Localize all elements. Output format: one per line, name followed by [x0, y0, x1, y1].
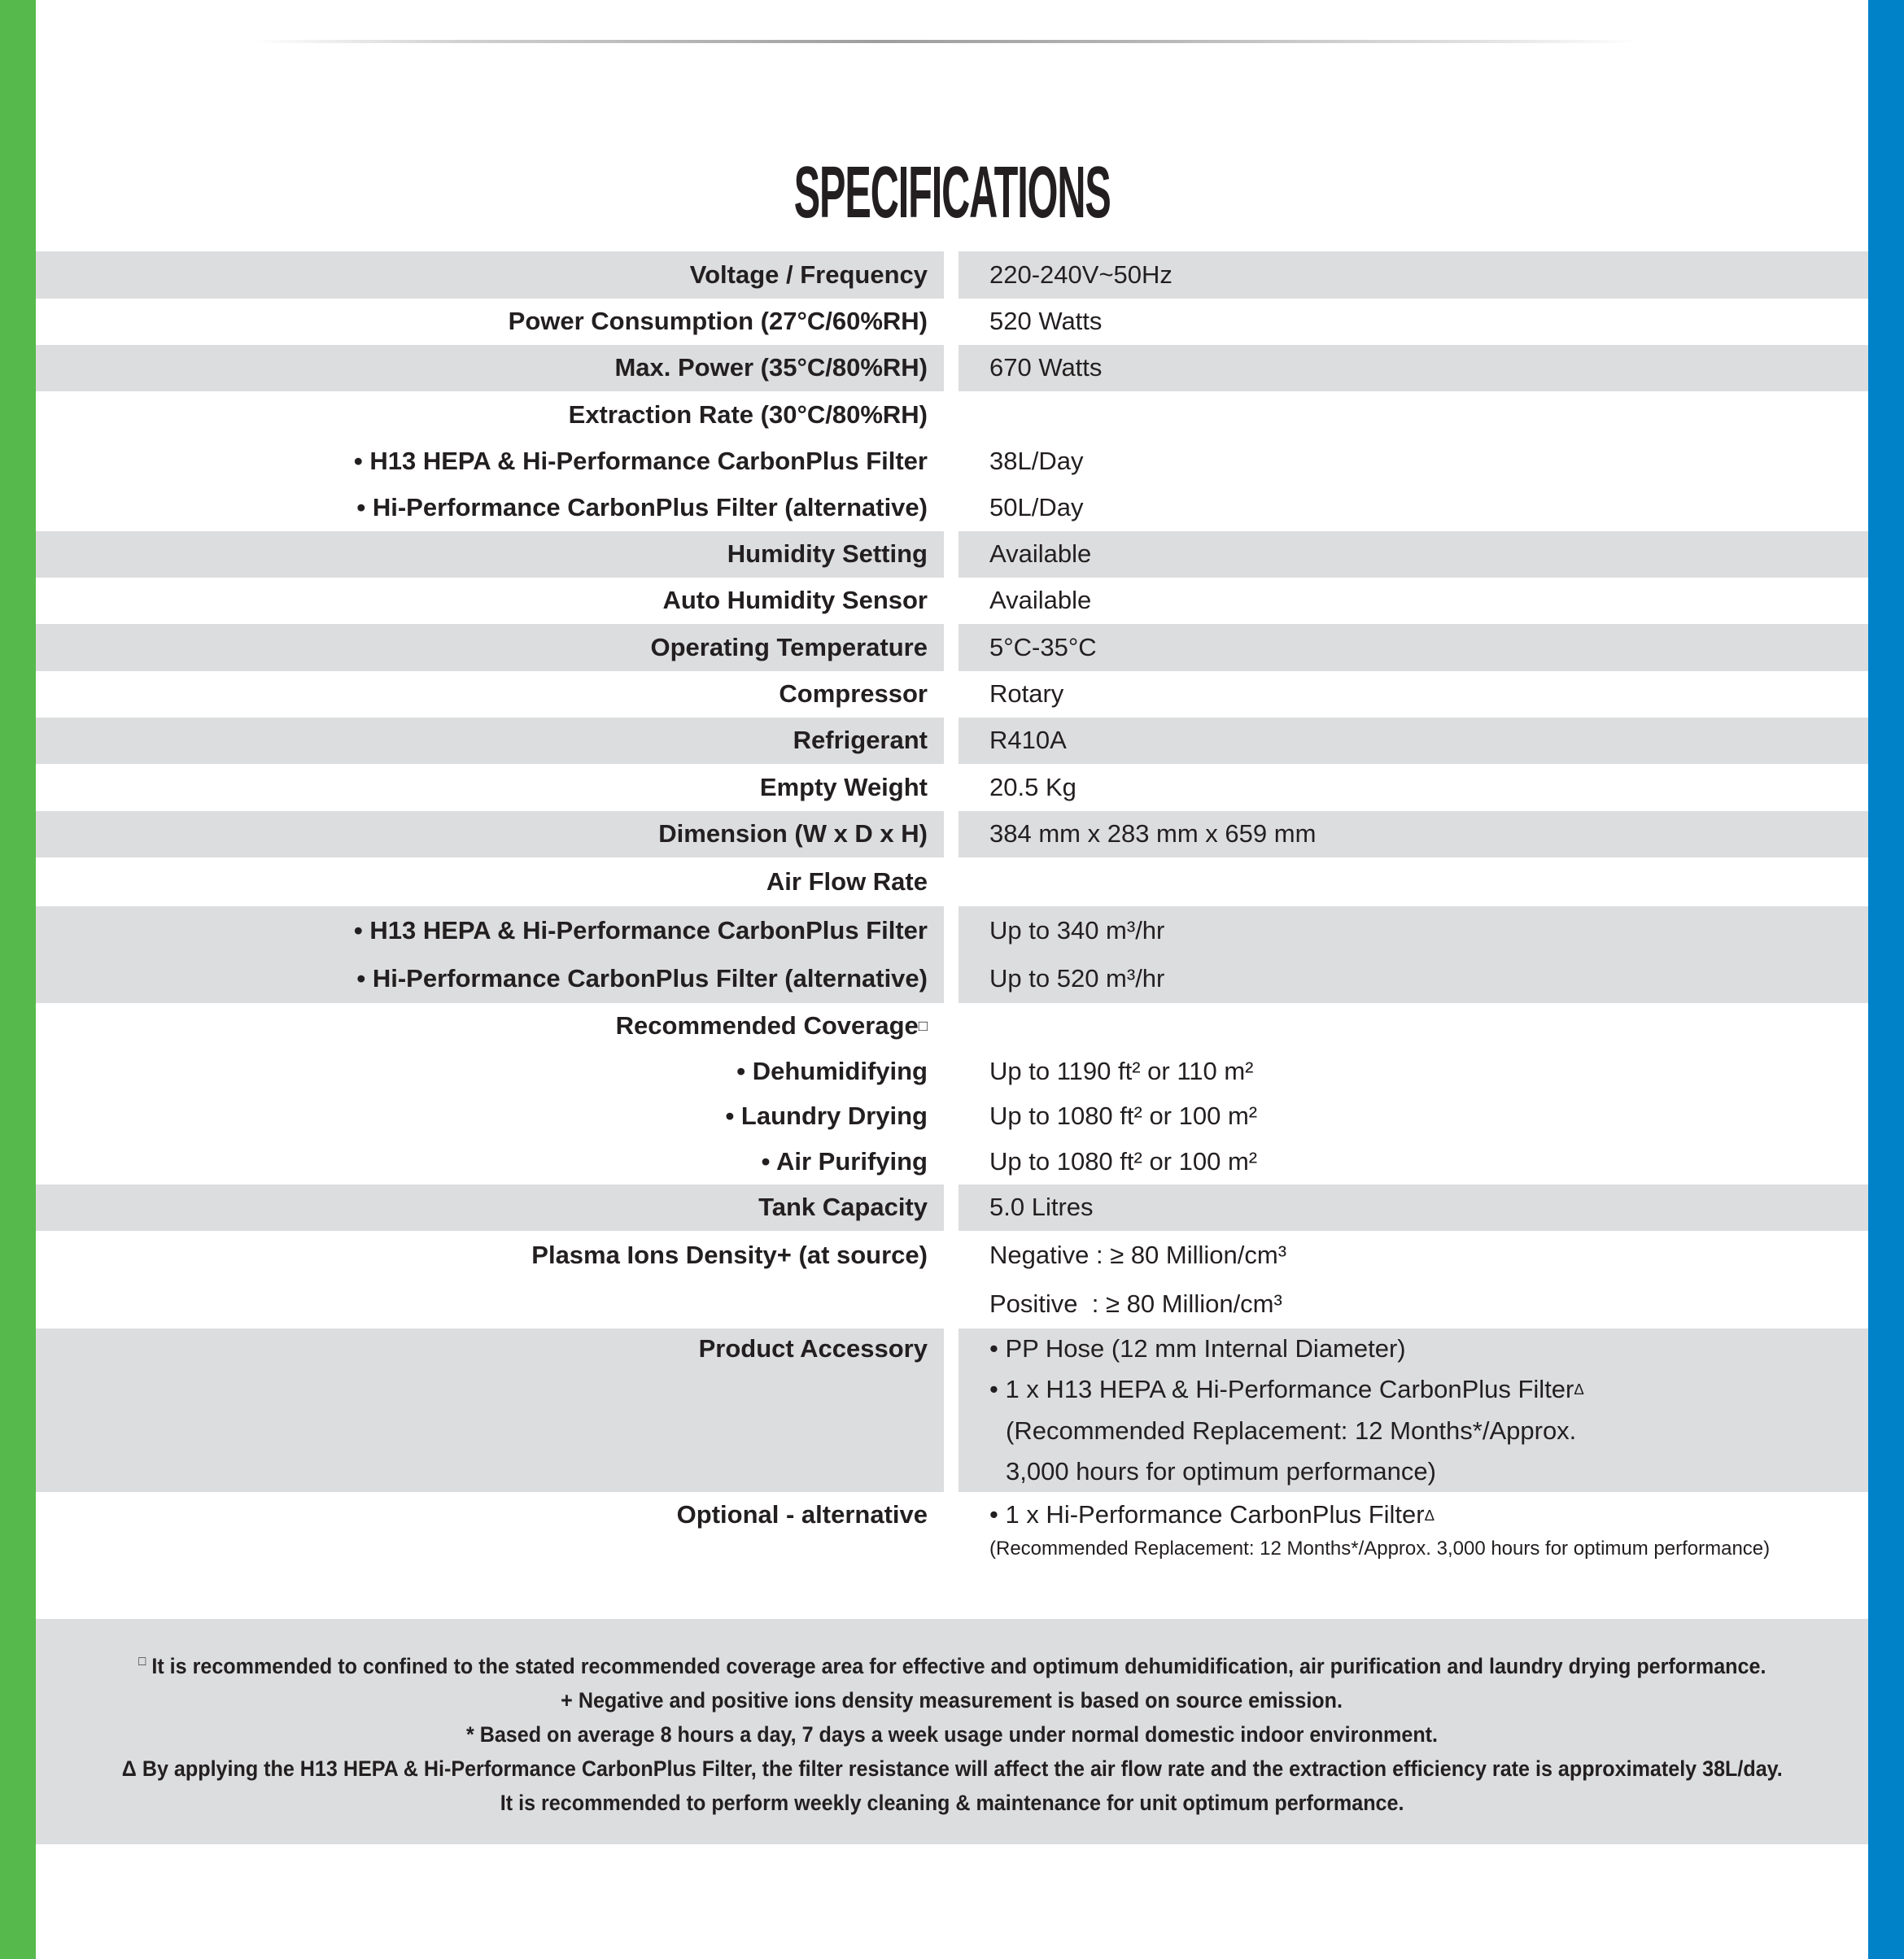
footnote-marker: + [561, 1687, 574, 1712]
spec-label: • Air Purifying [761, 1147, 928, 1176]
footnote-text: By applying the H13 HEPA & Hi-Performance CarbonPlus Filter, the filter resistance will affect the air flow rate and the extraction efficiency rate is approximately 38L/day. [142, 1756, 1783, 1781]
spec-value: 384 mm x 283 mm x 659 mm [989, 819, 1317, 849]
column-gap [944, 391, 959, 531]
footnote-text: Negative and positive ions density measurement is based on source emission. [579, 1687, 1343, 1712]
spec-label: Tank Capacity [758, 1193, 928, 1222]
specifications-table [36, 251, 1868, 1603]
spec-label [36, 1280, 944, 1329]
spec-label-cell [36, 857, 944, 906]
column-gap [944, 251, 959, 299]
spec-value: 5.0 Litres [989, 1193, 1094, 1222]
right-accent-bar [1868, 0, 1904, 1959]
spec-value: 20.5 Kg [989, 772, 1076, 801]
spec-value: 520 Watts [989, 307, 1103, 336]
spec-value-cell [959, 1231, 1868, 1329]
spec-label [36, 1411, 944, 1451]
column-gap [944, 1231, 959, 1329]
spec-row [36, 1003, 1868, 1185]
footnote-line [36, 1644, 1868, 1683]
spec-row [36, 624, 1868, 671]
spec-row [36, 764, 1868, 811]
spec-value-cell [959, 299, 1868, 345]
spec-label-cell [36, 1329, 944, 1492]
column-gap [944, 1329, 959, 1492]
spec-value: 670 Watts [989, 353, 1103, 382]
spec-label: • Hi-Performance CarbonPlus Filter (alternative) [356, 493, 928, 522]
column-gap [944, 1185, 959, 1231]
spec-value-cell [959, 906, 1868, 1003]
spec-value [959, 1003, 1868, 1049]
spec-value-cell [959, 718, 1868, 764]
spec-label: Refrigerant [793, 726, 928, 755]
spec-value-cell [959, 1329, 1868, 1492]
footnote-line [36, 1786, 1868, 1820]
spec-label: • H13 HEPA & Hi-Performance CarbonPlus Filter [353, 446, 928, 475]
spec-value: R410A [989, 726, 1067, 755]
spec-row [36, 671, 1868, 718]
page-title [36, 152, 1868, 233]
spec-value: Up to 520 m³/hr [989, 964, 1165, 993]
column-gap [944, 857, 959, 906]
spec-row [36, 578, 1868, 624]
spec-label-cell [36, 299, 944, 345]
spec-value: Up to 1080 ft² or 100 m² [989, 1147, 1258, 1176]
footnote-text: It is recommended to confined to the stated recommended coverage area for effective and optimum dehumidification, air purification and laundry drying performance. [151, 1653, 1766, 1678]
spec-label-cell [36, 578, 944, 624]
spec-label-cell [36, 531, 944, 578]
page-title-text: SPECIFICATIONS [793, 152, 1111, 233]
footnote-text-wrap [500, 1786, 1404, 1820]
column-gap [944, 299, 959, 345]
spec-row [36, 1231, 1868, 1329]
spec-value-cell [959, 811, 1868, 857]
spec-label: Air Flow Rate [766, 866, 928, 896]
spec-row [36, 391, 1868, 531]
spec-label-cell [36, 1492, 944, 1603]
footnote-marker: * [465, 1721, 474, 1747]
spec-value-cell [959, 671, 1868, 718]
spec-label-cell [36, 391, 944, 531]
spec-row [36, 531, 1868, 578]
spec-label-cell [36, 1185, 944, 1231]
column-gap [944, 624, 959, 671]
spec-value: 38L/Day [989, 446, 1084, 475]
spec-row [36, 251, 1868, 299]
spec-label [36, 1538, 944, 1576]
column-gap [944, 578, 959, 624]
spec-label: Recommended Coverage □ [615, 1010, 928, 1040]
spec-value: 50L/Day [989, 493, 1084, 522]
spec-label: Dimension (W x D x H) [658, 819, 928, 849]
left-accent-bar [0, 0, 36, 1959]
spec-label-cell [36, 718, 944, 764]
column-gap [944, 671, 959, 718]
spec-value-cell [959, 531, 1868, 578]
spec-label: • H13 HEPA & Hi-Performance CarbonPlus Filter [353, 915, 928, 945]
spec-value: • PP Hose (12 mm Internal Diameter) [989, 1334, 1406, 1363]
column-gap [944, 531, 959, 578]
spec-value: Up to 340 m³/hr [989, 915, 1165, 945]
spec-label: Compressor [779, 679, 928, 709]
footnote-line [36, 1683, 1868, 1717]
spec-value: Rotary [989, 679, 1064, 709]
spec-label: Empty Weight [759, 772, 928, 801]
spec-row [36, 1329, 1868, 1492]
spec-label-cell [36, 345, 944, 391]
spec-row [36, 906, 1868, 1003]
footnote-marker: Δ [121, 1756, 137, 1781]
spec-label: • Dehumidifying [736, 1056, 928, 1085]
spec-label: Auto Humidity Sensor [662, 586, 928, 615]
spec-value-cell [959, 624, 1868, 671]
footnote-text-wrap [122, 1752, 1783, 1786]
spec-value: • 1 x H13 HEPA & Hi-Performance CarbonPlus Filter Δ [989, 1375, 1584, 1404]
spec-label: Power Consumption (27°C/60%RH) [508, 307, 928, 336]
page-fold-shadow [252, 40, 1640, 43]
spec-value: 220-240V~50Hz [989, 260, 1173, 289]
spec-value: Negative : ≥ 80 Million/cm³ [989, 1240, 1287, 1269]
spec-label-cell [36, 624, 944, 671]
spec-value [959, 857, 1868, 906]
spec-label-cell [36, 1003, 944, 1185]
spec-value: 3,000 hours for optimum performance) [1006, 1456, 1436, 1486]
spec-label: Extraction Rate (30°C/80%RH) [568, 399, 928, 429]
spec-value-cell [959, 1492, 1868, 1603]
spec-row [36, 1492, 1868, 1603]
spec-label-cell [36, 251, 944, 299]
spec-label-cell [36, 764, 944, 811]
footnote-text: Based on average 8 hours a day, 7 days a week usage under normal domestic indoor environment. [479, 1721, 1439, 1747]
spec-value: Up to 1080 ft² or 100 m² [989, 1102, 1258, 1131]
spec-label: Max. Power (35°C/80%RH) [614, 353, 928, 382]
spec-row [36, 1185, 1868, 1231]
spec-label: Voltage / Frequency [689, 260, 928, 289]
column-gap [944, 906, 959, 1003]
footnote-text-wrap [561, 1683, 1343, 1717]
column-gap [944, 764, 959, 811]
spec-value: Up to 1190 ft² or 110 m² [989, 1056, 1254, 1085]
column-gap [944, 345, 959, 391]
footnotes-block [36, 1619, 1868, 1844]
spec-row [36, 718, 1868, 764]
spec-row [36, 857, 1868, 906]
spec-label: Operating Temperature [650, 632, 928, 661]
spec-value: Available [989, 586, 1092, 615]
spec-label: Product Accessory [698, 1334, 928, 1363]
spec-value-cell [959, 578, 1868, 624]
spec-value: (Recommended Replacement: 12 Months*/Approx. [1006, 1416, 1577, 1445]
spec-value: • 1 x Hi-Performance CarbonPlus Filter Δ [989, 1500, 1435, 1529]
spec-value-cell [959, 857, 1868, 906]
spec-row [36, 345, 1868, 391]
spec-label [36, 1451, 944, 1492]
column-gap [944, 811, 959, 857]
footnote-line [36, 1752, 1868, 1786]
footnote-line [36, 1717, 1868, 1752]
spec-value-cell [959, 391, 1868, 531]
spec-value: Positive : ≥ 80 Million/cm³ [989, 1289, 1282, 1318]
column-gap [944, 718, 959, 764]
spec-label-cell [36, 906, 944, 1003]
spec-label: Plasma Ions Density+ (at source) [531, 1240, 928, 1269]
spec-label: Optional - alternative [676, 1500, 928, 1529]
spec-label: • Laundry Drying [725, 1102, 928, 1131]
spec-value: 5°C-35°C [989, 632, 1097, 661]
spec-value [959, 391, 1868, 438]
spec-row [36, 299, 1868, 345]
spec-label-cell [36, 811, 944, 857]
spec-label: Humidity Setting [727, 539, 928, 569]
spec-value: Available [989, 539, 1092, 569]
spec-value-cell [959, 1003, 1868, 1185]
column-gap [944, 1492, 959, 1603]
spec-label: • Hi-Performance CarbonPlus Filter (alternative) [356, 964, 928, 993]
column-gap [944, 1003, 959, 1185]
footnote-marker: □ [138, 1653, 146, 1669]
spec-value-cell [959, 764, 1868, 811]
spec-label-cell [36, 1231, 944, 1329]
spec-value-cell [959, 251, 1868, 299]
spec-label-cell [36, 671, 944, 718]
spec-value: (Recommended Replacement: 12 Months*/Approx. 3,000 hours for optimum performance) [989, 1538, 1771, 1560]
spec-label [36, 1369, 944, 1410]
footnote-text-wrap [138, 1644, 1766, 1683]
spec-row [36, 811, 1868, 857]
spec-value-cell [959, 345, 1868, 391]
spec-value-cell [959, 1185, 1868, 1231]
footnote-text: It is recommended to perform weekly cleaning & maintenance for unit optimum performance. [500, 1790, 1404, 1815]
footnote-text-wrap [466, 1717, 1438, 1752]
